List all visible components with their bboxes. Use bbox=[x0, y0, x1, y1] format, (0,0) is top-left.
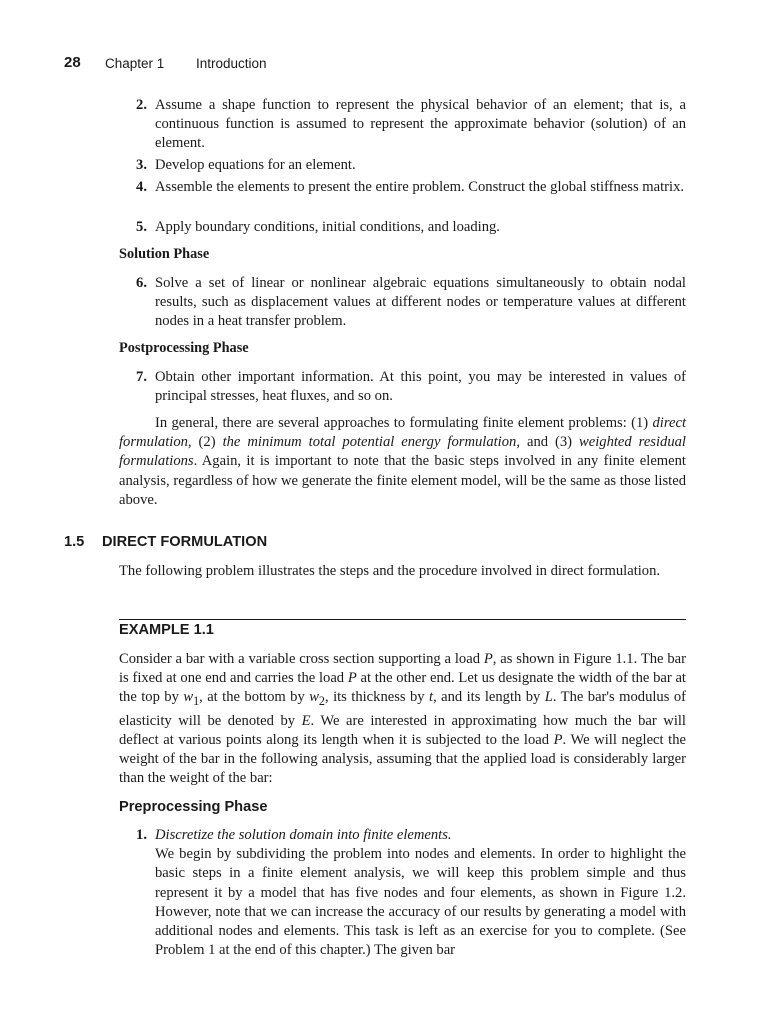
term-direct-formulation: direct formulation, bbox=[119, 415, 686, 451]
term-min-potential-energy: the minimum total potential energy formulation, bbox=[222, 434, 520, 451]
list-text bbox=[155, 826, 686, 960]
example-title: EXAMPLE 1.1 bbox=[119, 622, 214, 638]
step-title: Discretize the solution domain into finite elements. bbox=[155, 827, 452, 843]
chapter-label: Chapter 1 bbox=[105, 56, 165, 71]
list-item bbox=[119, 218, 686, 237]
list-number: 6. bbox=[136, 275, 147, 291]
list-text: Develop equations for an element. bbox=[155, 157, 356, 173]
list-item bbox=[119, 156, 686, 175]
list-item bbox=[119, 826, 686, 960]
list-text: Assemble the elements to present the entire problem. Construct the global stiffness matrix. bbox=[155, 179, 685, 195]
list-number: 1. bbox=[136, 827, 147, 843]
general-paragraph: In general, there are several approaches to formulating finite element problems: (1) direct formulation, (2) the minimum total potential energy formulation, and (3) weighted residual formulations. Again, it is important to note that the basic steps involved in any finite element analysis, regardless of how we generate the finite element model, will be the same as those listed above. bbox=[119, 415, 686, 508]
page-number: 28 bbox=[64, 54, 81, 71]
list-number: 5. bbox=[136, 219, 147, 235]
list-text: Apply boundary conditions, initial conditions, and loading. bbox=[155, 219, 500, 235]
example-paragraph: Consider a bar with a variable cross section supporting a load P, as shown in Figure 1.1. The bar is fixed at one end and carries the load P at the other end. Let us designate the width of the bar at the top by $w_1$, at the bottom by $w_2$, its thickness by t, and its length by L. The bar's modulus of elasticity will be denoted by E. We are interested in approximating how much the bar will deflect at various points along its length when it is subjected to the load P. We will neglect the weight of the bar in the following analysis, assuming that the applied load is considerably larger than the weight of the bar: bbox=[119, 651, 686, 787]
example-rule bbox=[119, 619, 686, 620]
list-item bbox=[119, 178, 686, 197]
list-number: 2. bbox=[136, 97, 147, 113]
list-number: 4. bbox=[136, 179, 147, 195]
list-item bbox=[119, 96, 686, 154]
list-item bbox=[119, 368, 686, 406]
running-header bbox=[64, 54, 267, 74]
list-text: Obtain other important information. At this point, you may be interested in values of principal stresses, heat fluxes, and so on. bbox=[155, 369, 686, 405]
section-heading bbox=[64, 534, 267, 550]
list-number: 3. bbox=[136, 157, 147, 173]
section-number: 1.5 bbox=[64, 534, 85, 550]
section-title: DIRECT FORMULATION bbox=[102, 534, 268, 550]
postprocessing-phase-heading: Postprocessing Phase bbox=[119, 340, 249, 356]
solution-phase-heading: Solution Phase bbox=[119, 246, 210, 262]
list-number: 7. bbox=[136, 369, 147, 385]
section-intro: The following problem illustrates the steps and the procedure involved in direct formulation. bbox=[119, 563, 661, 579]
list-text: Solve a set of linear or nonlinear algebraic equations simultaneously to obtain nodal results, such as displacement values at different nodes or temperature values at different nodes in a heat transfer problem. bbox=[155, 275, 686, 330]
step-body: We begin by subdividing the problem into nodes and elements. In order to highlight the basic steps in a finite element analysis, we will keep this problem simple and thus represent it by a model that has five nodes and four elements, as shown in Figure 1.2. However, note that we can increase the accuracy of our results by generating a model with additional nodes and elements. This task is left as an exercise for you to complete. (See Problem 1 at the end of this chapter.) The given bar bbox=[155, 846, 686, 959]
list-item bbox=[119, 274, 686, 332]
chapter-title: Introduction bbox=[196, 56, 267, 71]
term-weighted-residual: weighted residual formulations bbox=[119, 434, 686, 470]
list-text: Assume a shape function to represent the physical behavior of an element; that is, a continuous function is assumed to represent the approximate behavior (solution) of an element. bbox=[155, 97, 686, 152]
preprocessing-heading: Preprocessing Phase bbox=[119, 799, 268, 815]
